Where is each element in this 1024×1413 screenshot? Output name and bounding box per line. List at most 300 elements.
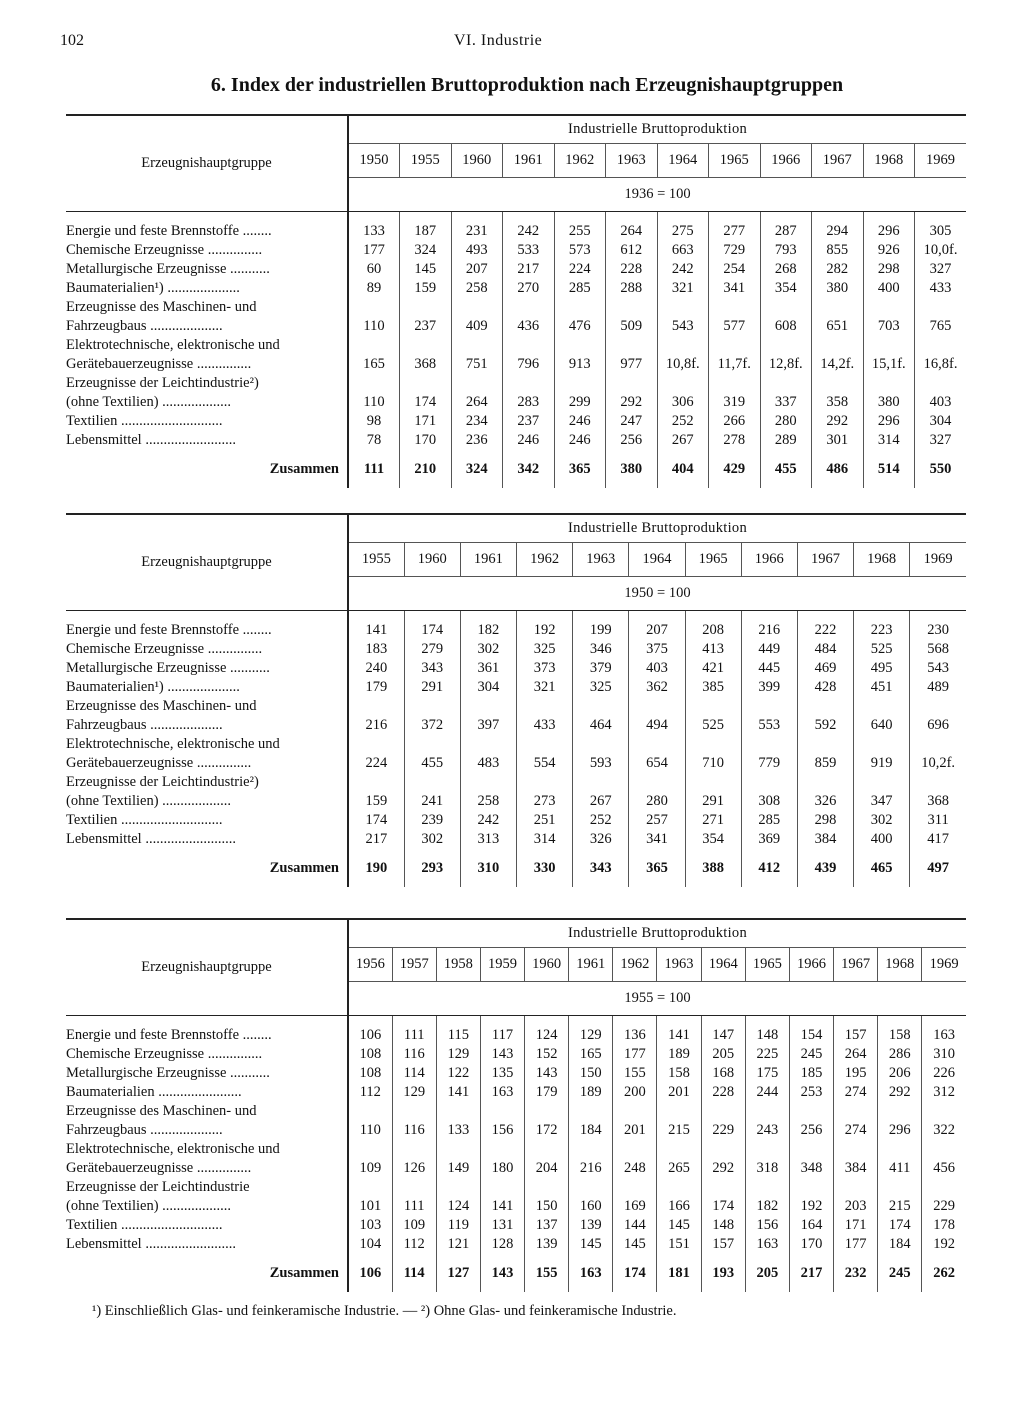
value-cell: 400 [854,830,910,849]
value-cell: 703 [863,317,915,336]
page-number: 102 [60,32,84,49]
total-row [66,849,966,887]
value-cell: 256 [789,1121,833,1140]
index-table-1936 [66,114,966,488]
value-cell: 171 [400,412,452,431]
value-cell: 525 [685,716,741,735]
value-cell: 145 [657,1216,701,1235]
value-cell: 640 [854,716,910,735]
data-table [66,513,966,887]
value-cell: 148 [701,1216,745,1235]
value-cell: 765 [915,317,967,336]
value-cell: 612 [606,241,658,260]
value-cell: 729 [709,241,761,260]
value-cell: 254 [709,260,761,279]
empty-cell [834,1102,878,1121]
value-cell: 296 [863,412,915,431]
year-header: 1961 [503,144,555,178]
value-cell: 280 [629,792,685,811]
value-cell: 104 [348,1235,392,1254]
value-cell: 369 [741,830,797,849]
year-header: 1958 [436,948,480,982]
value-cell: 111 [392,1197,436,1216]
value-cell: 159 [400,279,452,298]
column-header-label: Erzeugnishauptgruppe [66,919,348,1016]
table-row [66,1197,966,1216]
empty-cell [812,374,864,393]
value-cell: 182 [460,621,516,640]
value-cell: 325 [517,640,573,659]
empty-cell [701,1178,745,1197]
value-cell: 183 [348,640,404,659]
value-cell: 278 [709,431,761,450]
value-cell: 380 [812,279,864,298]
value-cell: 279 [404,640,460,659]
value-cell: 298 [797,811,853,830]
table-row [66,678,966,697]
value-cell: 108 [348,1045,392,1064]
value-cell: 326 [573,830,629,849]
value-cell: 141 [657,1026,701,1045]
empty-cell [854,735,910,754]
value-cell: 170 [789,1235,833,1254]
total-value: 310 [460,849,516,887]
value-cell: 362 [629,678,685,697]
value-cell: 116 [392,1045,436,1064]
value-cell: 226 [922,1064,966,1083]
value-cell: 124 [525,1026,569,1045]
value-cell: 158 [878,1026,922,1045]
value-cell: 451 [854,678,910,697]
value-cell: 428 [797,678,853,697]
value-cell: 493 [451,241,503,260]
empty-cell [348,697,404,716]
value-cell: 201 [613,1121,657,1140]
empty-cell [922,1178,966,1197]
value-cell: 231 [451,222,503,241]
value-cell: 305 [915,222,967,241]
value-cell: 110 [348,393,400,412]
empty-cell [348,1140,392,1159]
empty-cell [701,1140,745,1159]
value-cell: 143 [480,1045,524,1064]
value-cell: 347 [854,792,910,811]
empty-cell [760,298,812,317]
total-value: 155 [525,1254,569,1292]
value-cell: 189 [569,1083,613,1102]
empty-cell [517,735,573,754]
year-header: 1969 [915,144,967,178]
value-cell: 135 [480,1064,524,1083]
empty-cell [915,298,967,317]
value-cell: 230 [910,621,966,640]
row-label: Lebensmittel ......................... [66,1236,236,1252]
value-cell: 302 [854,811,910,830]
table-row [66,1178,966,1197]
empty-cell [606,298,658,317]
value-cell: 114 [392,1064,436,1083]
value-cell: 229 [701,1121,745,1140]
value-cell: 243 [745,1121,789,1140]
empty-cell [451,336,503,355]
empty-cell [789,1178,833,1197]
value-cell: 354 [760,279,812,298]
total-label: Zusammen [269,859,339,876]
value-cell: 184 [878,1235,922,1254]
value-cell: 327 [915,260,967,279]
row-label: Elektrotechnische, elektronische und [66,736,280,752]
value-cell: 796 [503,355,555,374]
value-cell: 242 [460,811,516,830]
total-row [66,1254,966,1292]
value-cell: 156 [745,1216,789,1235]
row-label: (ohne Textilien) ................... [66,1198,232,1214]
value-cell: 433 [517,716,573,735]
value-cell: 141 [480,1197,524,1216]
empty-cell [573,697,629,716]
value-cell: 174 [348,811,404,830]
value-cell: 237 [503,412,555,431]
total-value: 465 [854,849,910,887]
row-label: Fahrzeugbaus .................... [66,1122,223,1138]
index-table-1950 [66,513,966,887]
table-row [66,1140,966,1159]
value-cell: 126 [392,1159,436,1178]
empty-cell [348,735,404,754]
value-cell: 291 [685,792,741,811]
total-value: 293 [404,849,460,887]
empty-cell [863,374,915,393]
year-header: 1963 [573,543,629,577]
empty-cell [392,1102,436,1121]
total-value: 262 [922,1254,966,1292]
value-cell: 137 [525,1216,569,1235]
empty-cell [789,1102,833,1121]
value-cell: 267 [657,431,709,450]
table-row [66,1064,966,1083]
value-cell: 343 [404,659,460,678]
total-label: Zusammen [269,1264,339,1281]
value-cell: 384 [834,1159,878,1178]
value-cell: 179 [348,678,404,697]
value-cell: 174 [878,1216,922,1235]
row-label: Fahrzeugbaus .................... [66,717,223,733]
value-cell: 154 [789,1026,833,1045]
value-cell: 139 [525,1235,569,1254]
empty-cell [657,374,709,393]
row-label: Chemische Erzeugnisse ............... [66,1046,263,1062]
value-cell: 182 [745,1197,789,1216]
empty-cell [480,1140,524,1159]
value-cell: 216 [741,621,797,640]
row-label: Elektrotechnische, elektronische und [66,1141,280,1157]
row-label: Erzeugnisse des Maschinen- und [66,1103,257,1119]
value-cell: 246 [554,431,606,450]
value-cell: 165 [348,355,400,374]
table-row [66,754,966,773]
value-cell: 251 [517,811,573,830]
value-cell: 124 [436,1197,480,1216]
table-row [66,640,966,659]
value-cell: 384 [797,830,853,849]
empty-cell [348,773,404,792]
value-cell: 270 [503,279,555,298]
value-cell: 373 [517,659,573,678]
value-cell: 436 [503,317,555,336]
value-cell: 224 [554,260,606,279]
row-label: Elektrotechnische, elektronische und [66,337,280,353]
value-cell: 257 [629,811,685,830]
total-value: 343 [573,849,629,887]
year-header: 1966 [760,144,812,178]
value-cell: 368 [400,355,452,374]
table-row [66,1102,966,1121]
year-header: 1959 [480,948,524,982]
value-cell: 177 [613,1045,657,1064]
group-header: Industrielle Bruttoproduktion [348,514,966,543]
value-cell: 133 [348,222,400,241]
row-label: Chemische Erzeugnisse ............... [66,641,263,657]
value-cell: 294 [812,222,864,241]
empty-cell [878,1140,922,1159]
table-row [66,317,966,336]
empty-cell [613,1140,657,1159]
value-cell: 292 [878,1083,922,1102]
table-row [66,621,966,640]
empty-cell [503,374,555,393]
empty-cell [400,336,452,355]
empty-cell [760,374,812,393]
empty-cell [400,298,452,317]
table-row [66,1159,966,1178]
value-cell: 553 [741,716,797,735]
value-cell: 494 [629,716,685,735]
empty-cell [741,773,797,792]
row-label: Baumaterialien¹) .................... [66,280,240,296]
row-label: Lebensmittel ......................... [66,432,236,448]
value-cell: 163 [922,1026,966,1045]
empty-cell [797,773,853,792]
year-header: 1967 [834,948,878,982]
value-cell: 241 [404,792,460,811]
value-cell: 314 [517,830,573,849]
value-cell: 103 [348,1216,392,1235]
empty-cell [709,374,761,393]
year-header: 1962 [517,543,573,577]
empty-cell [910,697,966,716]
value-cell: 421 [685,659,741,678]
row-label: Textilien ............................ [66,812,223,828]
value-cell: 170 [400,431,452,450]
empty-cell [404,697,460,716]
index-table-1955 [66,918,966,1292]
empty-cell [480,1102,524,1121]
value-cell: 16,8f. [915,355,967,374]
value-cell: 172 [525,1121,569,1140]
value-cell: 282 [812,260,864,279]
empty-cell [910,735,966,754]
data-table [66,918,966,1292]
row-label: Gerätebauerzeugnisse ............... [66,755,252,771]
table-row [66,374,966,393]
value-cell: 174 [400,393,452,412]
total-value: 143 [480,1254,524,1292]
value-cell: 489 [910,678,966,697]
value-cell: 554 [517,754,573,773]
value-cell: 413 [685,640,741,659]
value-cell: 112 [392,1235,436,1254]
value-cell: 207 [629,621,685,640]
row-label: Fahrzeugbaus .................... [66,318,223,334]
table-row [66,336,966,355]
row-label: Gerätebauerzeugnisse ............... [66,1160,252,1176]
value-cell: 131 [480,1216,524,1235]
empty-cell [834,1178,878,1197]
empty-cell [480,1178,524,1197]
table-row [66,298,966,317]
year-header: 1965 [709,144,761,178]
year-header: 1956 [348,948,392,982]
value-cell: 158 [657,1064,701,1083]
empty-cell [525,1140,569,1159]
empty-cell [745,1140,789,1159]
empty-cell [573,735,629,754]
row-label: Energie und feste Brennstoffe ........ [66,1027,272,1043]
value-cell: 859 [797,754,853,773]
value-cell: 136 [613,1026,657,1045]
empty-cell [436,1102,480,1121]
value-cell: 166 [657,1197,701,1216]
year-header: 1955 [400,144,452,178]
value-cell: 298 [863,260,915,279]
value-cell: 256 [606,431,658,450]
value-cell: 327 [915,431,967,450]
value-cell: 106 [348,1026,392,1045]
value-cell: 283 [503,393,555,412]
value-cell: 141 [436,1083,480,1102]
value-cell: 234 [451,412,503,431]
value-cell: 308 [741,792,797,811]
year-header: 1963 [657,948,701,982]
row-label: Lebensmittel ......................... [66,831,236,847]
row-label: Erzeugnisse des Maschinen- und [66,698,257,714]
total-value: 324 [451,450,503,488]
value-cell: 913 [554,355,606,374]
table-row [66,1083,966,1102]
value-cell: 157 [701,1235,745,1254]
value-cell: 264 [606,222,658,241]
table-row [66,659,966,678]
total-value: 388 [685,849,741,887]
table-row [66,222,966,241]
value-cell: 155 [613,1064,657,1083]
value-cell: 216 [348,716,404,735]
value-cell: 525 [854,640,910,659]
value-cell: 78 [348,431,400,450]
row-label: Baumaterialien¹) .................... [66,679,240,695]
value-cell: 484 [797,640,853,659]
value-cell: 346 [573,640,629,659]
year-header: 1964 [629,543,685,577]
empty-cell [436,1178,480,1197]
table-row [66,811,966,830]
value-cell: 403 [915,393,967,412]
value-cell: 174 [404,621,460,640]
value-cell: 133 [436,1121,480,1140]
year-header: 1964 [701,948,745,982]
value-cell: 160 [569,1197,613,1216]
value-cell: 445 [741,659,797,678]
empty-cell [348,1178,392,1197]
value-cell: 109 [392,1216,436,1235]
value-cell: 242 [657,260,709,279]
total-value: 114 [392,1254,436,1292]
data-table [66,114,966,488]
value-cell: 178 [922,1216,966,1235]
row-label: Textilien ............................ [66,413,223,429]
value-cell: 409 [451,317,503,336]
total-value: 127 [436,1254,480,1292]
row-label: Erzeugnisse der Leichtindustrie²) [66,774,259,790]
year-header: 1960 [404,543,460,577]
total-value: 174 [613,1254,657,1292]
value-cell: 573 [554,241,606,260]
value-cell: 592 [797,716,853,735]
value-cell: 255 [554,222,606,241]
empty-cell [834,1140,878,1159]
value-cell: 577 [709,317,761,336]
value-cell: 292 [606,393,658,412]
value-cell: 354 [685,830,741,849]
empty-cell [348,336,400,355]
value-cell: 10,2f. [910,754,966,773]
value-cell: 341 [629,830,685,849]
value-cell: 177 [834,1235,878,1254]
total-value: 497 [910,849,966,887]
empty-cell [569,1102,613,1121]
year-header: 1965 [745,948,789,982]
empty-cell [554,298,606,317]
value-cell: 266 [709,412,761,431]
value-cell: 258 [451,279,503,298]
empty-cell [741,735,797,754]
value-cell: 285 [554,279,606,298]
empty-cell [709,298,761,317]
value-cell: 111 [392,1026,436,1045]
value-cell: 203 [834,1197,878,1216]
page-title: 6. Index der industriellen Bruttoproduktion nach Erzeugnishauptgruppen [210,74,844,96]
value-cell: 177 [348,241,400,260]
row-label: Erzeugnisse der Leichtindustrie²) [66,375,259,391]
empty-cell [685,735,741,754]
year-header: 1967 [812,144,864,178]
empty-cell [436,1140,480,1159]
value-cell: 204 [525,1159,569,1178]
value-cell: 361 [460,659,516,678]
value-cell: 313 [460,830,516,849]
empty-cell [854,773,910,792]
empty-cell [685,697,741,716]
empty-cell [404,735,460,754]
value-cell: 417 [910,830,966,849]
row-label: Gerätebauerzeugnisse ............... [66,356,252,372]
value-cell: 304 [460,678,516,697]
total-value: 380 [606,450,658,488]
value-cell: 314 [863,431,915,450]
value-cell: 108 [348,1064,392,1083]
value-cell: 302 [460,640,516,659]
empty-cell [657,1140,701,1159]
